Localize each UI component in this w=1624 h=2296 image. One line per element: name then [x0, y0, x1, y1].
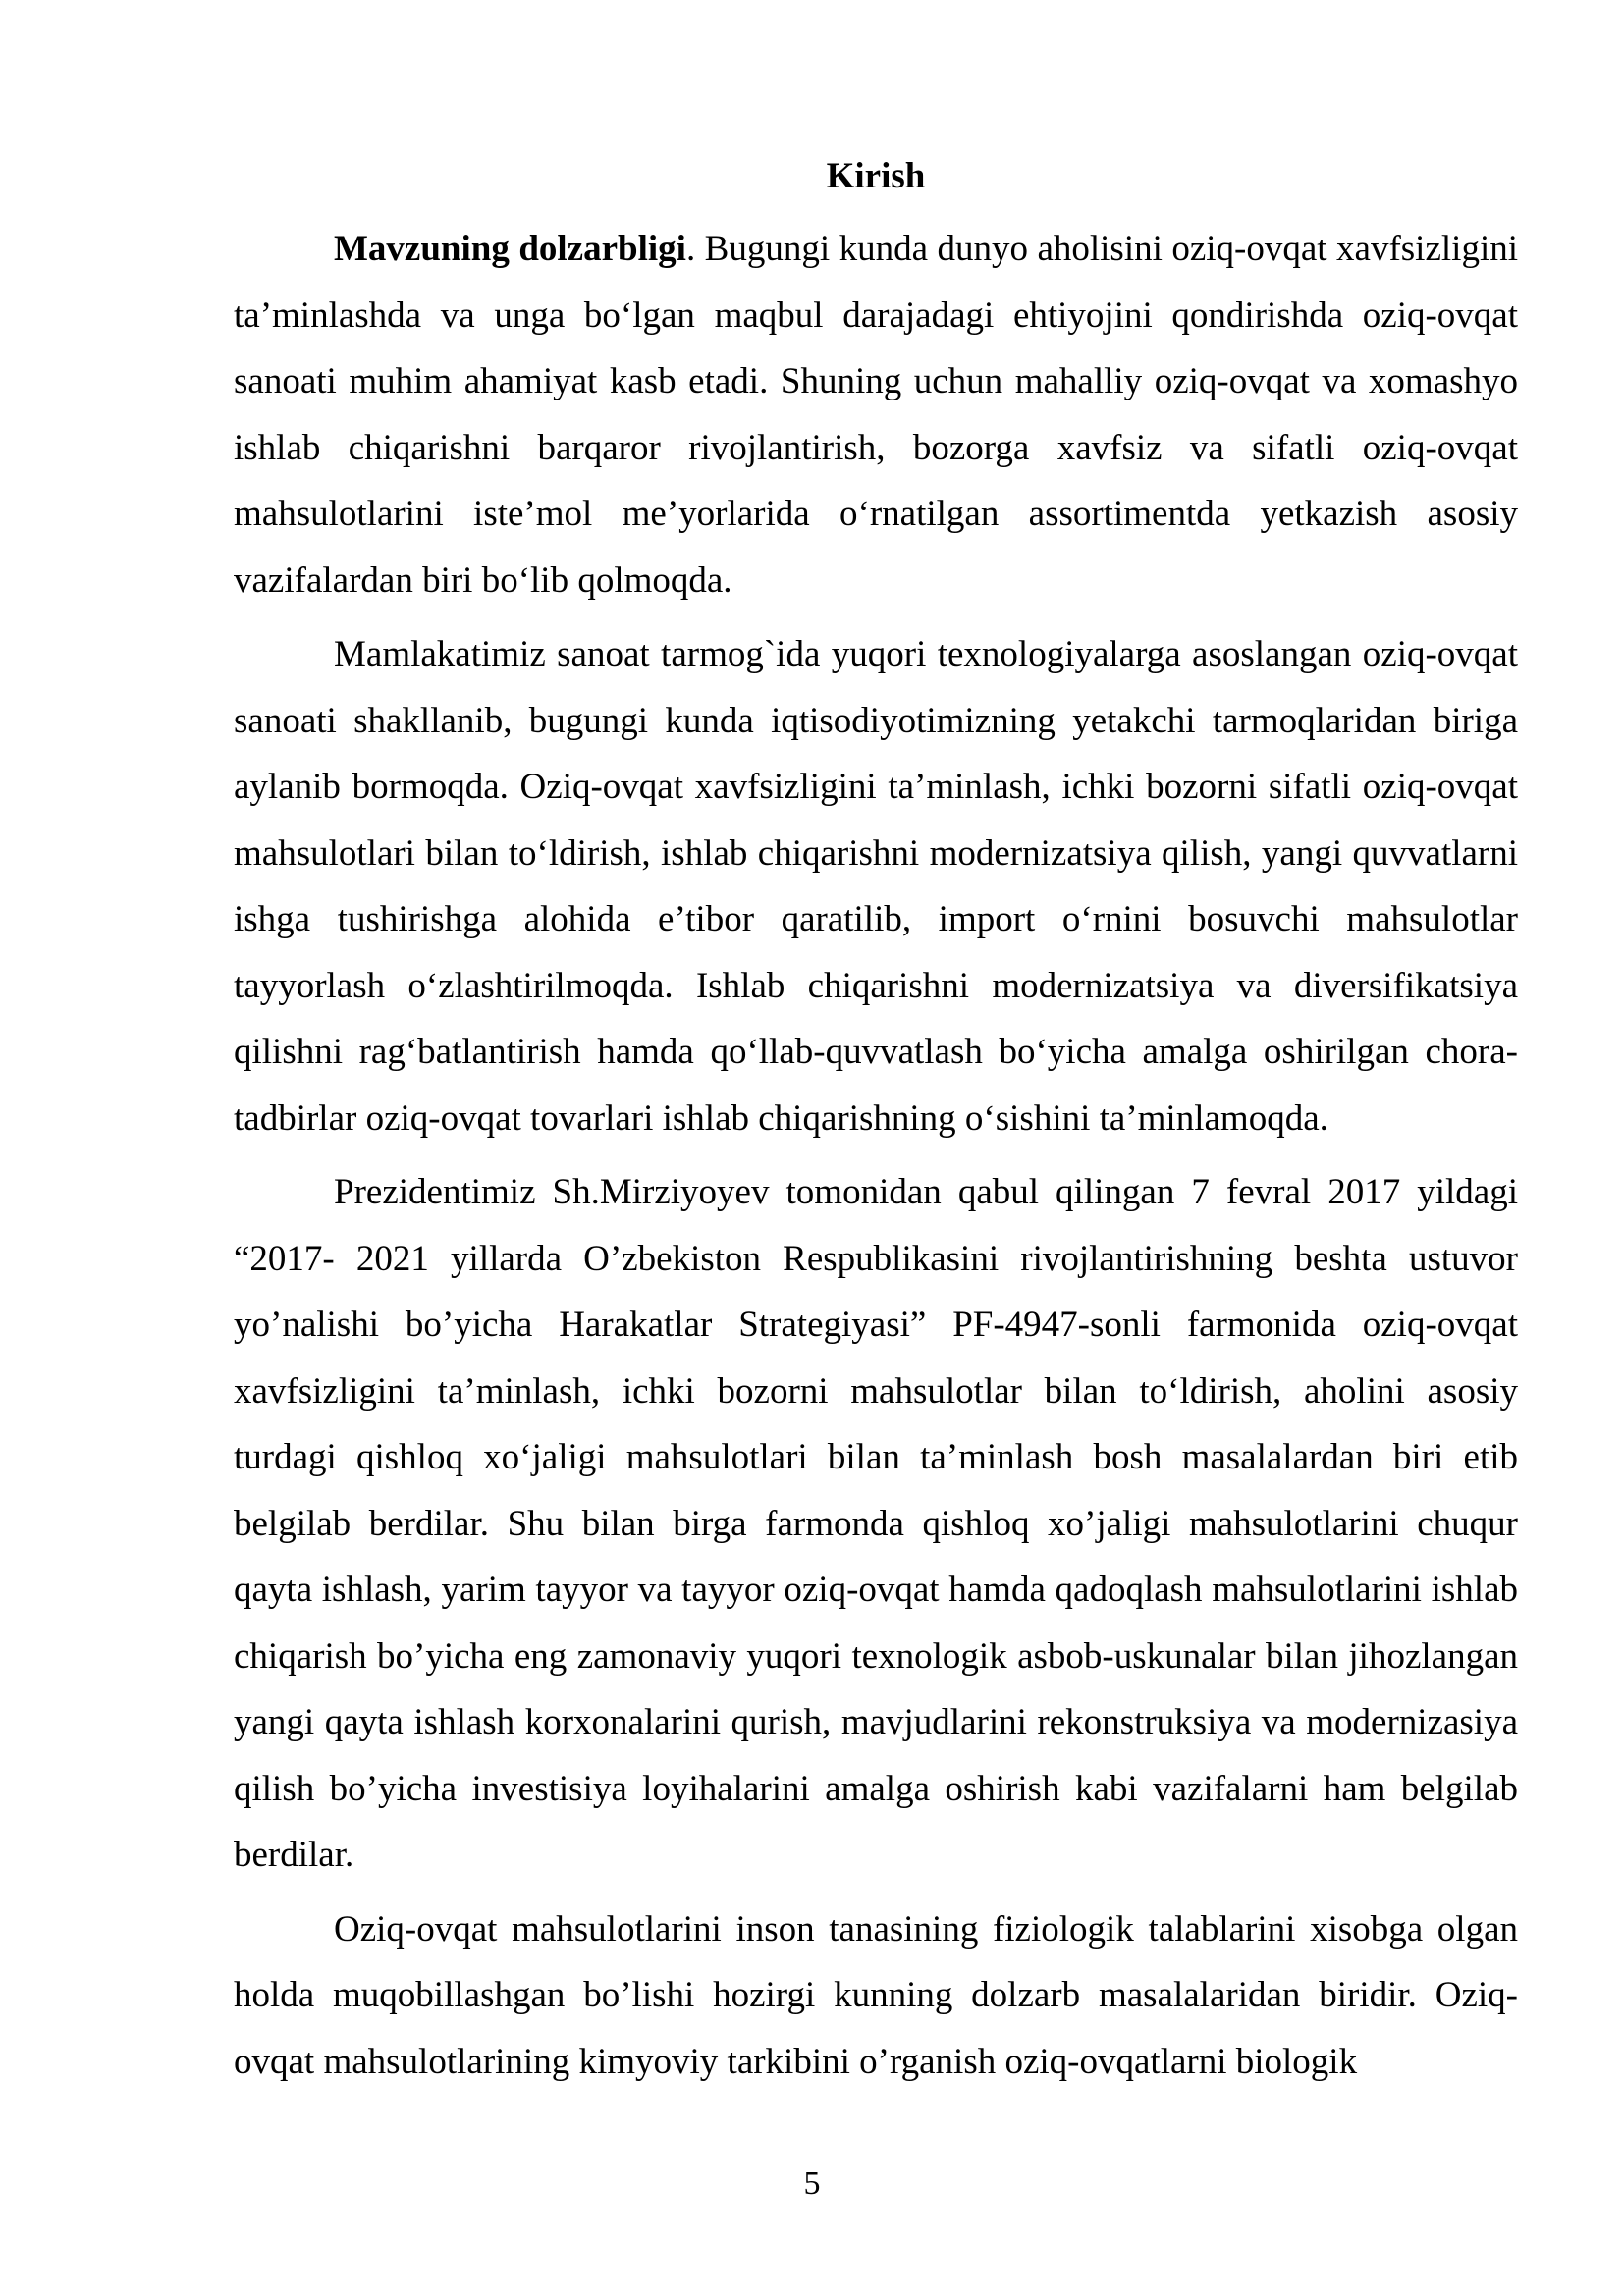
paragraph-text: . Bugungi kunda dunyo aholisini oziq-ovqat xavfsizligini ta’minlashda va unga bo‘lgan maqbul darajadagi ehtiyojini qondirishda oziq-ovqat sanoati muhim ahamiyat kasb etadi. Shuning uchun mahalliy oziq-ovqat va xomashyo ishlab chiqarishni barqaror rivojlantirish, bozorga xavfsiz va sifatli oziq-ovqat mahsulotlarini iste’mol me’yorlarida o‘rnatilgan assortimentda yetkazish asosiy vazifalardan biri bo‘lib qolmoqda.: [234, 229, 1518, 601]
page-number: 5: [803, 2165, 821, 2202]
paragraph-text: Oziq-ovqat mahsulotlarini inson tanasining fiziologik talablarini xisobga olgan holda muqobillashgan bo’lishi hozirgi kunning dolzarb masalalaridan biridir. Oziq-ovqat mahsulotlarining kimyoviy tarkibini o’rganish oziq-ovqatlarni biologik: [234, 1908, 1518, 2082]
paragraph-text: Prezidentimiz Sh.Mirziyoyev tomonidan qabul qilingan 7 fevral 2017 yildagi “2017- 2021 yillarda O’zbekiston Respublikasini rivojlantirishning beshta ustuvor yo’nalishi bo’yicha Harakatlar Strategiyasi” PF-4947-sonli farmonida oziq-ovqat xavfsizligini ta’minlash, ichki bozorni mahsulotlar bilan to‘ldirish, aholini asosiy turdagi qishloq xo‘jaligi mahsulotlari bilan ta’minlash bosh masalalardan biri etib belgilab berdilar. Shu bilan birga farmonda qishloq xo’jaligi mahsulotlarini chuqur qayta ishlash, yarim tayyor va tayyor oziq-ovqat hamda qadoqlash mahsulotlarini ishlab chiqarish bo’yicha eng zamonaviy yuqori texnologik asbob-uskunalar bilan jihozlangan yangi qayta ishlash korxonalarini qurish, mavjudlarini rekonstruksiya va modernizasiya qilish bo’yicha investisiya loyihalarini amalga oshirish kabi vazifalarni ham belgilab berdilar.: [234, 1172, 1518, 1875]
paragraph-decree: [234, 1159, 1518, 1889]
paragraph-text: Mamlakatimiz sanoat tarmog`ida yuqori texnologiyalarga asoslangan oziq-ovqat sanoati shakllanib, bugungi kunda iqtisodiyotimizning yetakchi tarmoqlaridan biriga aylanib bormoqda. Oziq-ovqat xavfsizligini ta’minlash, ichki bozorni sifatli oziq-ovqat mahsulotlari bilan to‘ldirish, ishlab chiqarishni modernizatsiya qilish, yangi quvvatlarni ishga tushirishga alohida e’tibor qaratilib, import o‘rnini bosuvchi mahsulotlar tayyorlash o‘zlashtirilmoqda. Ishlab chiqarishni modernizatsiya va diversifikatsiya qilishni rag‘batlantirish hamda qo‘llab-quvvatlash bo‘yicha amalga oshirilgan chora-tadbirlar oziq-ovqat tovarlari ishlab chiqarishning o‘sishini ta’minlamoqda.: [234, 634, 1518, 1139]
paragraph-industry: [234, 621, 1518, 1151]
paragraph-relevance: [234, 216, 1518, 614]
page-content: [234, 149, 1518, 2095]
section-heading: Kirish: [826, 156, 926, 196]
paragraph-lead: Mavzuning dolzarbligi: [334, 229, 686, 269]
paragraph-nutrition: [234, 1896, 1518, 2096]
